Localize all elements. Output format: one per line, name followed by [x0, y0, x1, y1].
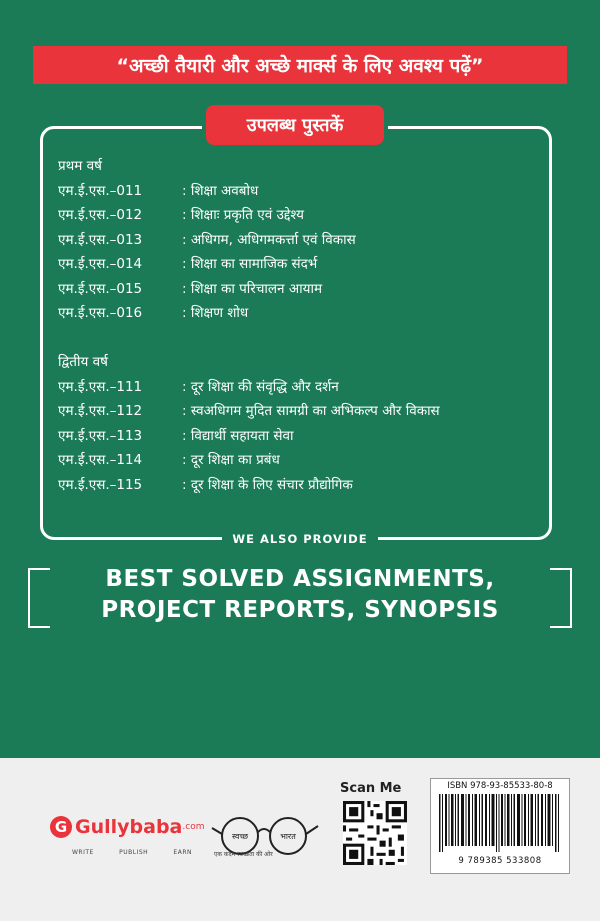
book-row [58, 448, 440, 473]
books-title: उपलब्ध पुस्तकें [206, 105, 384, 145]
swachh-right-text: भारत [280, 832, 296, 841]
book-title: : दूर शिक्षा की संवृद्धि और दर्शन [182, 378, 339, 395]
book-title: : शिक्षण शोध [182, 305, 249, 321]
book-title: : दूर शिक्षा का प्रबंध [182, 452, 280, 468]
book-row [58, 424, 440, 449]
book-title: : शिक्षा अवबोध [182, 182, 259, 199]
book-code: एम.ई.एस.–012 [58, 207, 143, 223]
book-row [58, 399, 440, 424]
tag-write: WRITE [72, 849, 94, 856]
first-year-list [58, 154, 356, 326]
book-row [58, 473, 440, 498]
book-title: : अधिगम, अधिगमकर्त्ता एवं विकास [182, 231, 356, 248]
second-year-list [58, 350, 440, 497]
isbn-text: ISBN 978-93-85533-80-8 [447, 781, 553, 791]
tag-earn: EARN [173, 849, 192, 856]
book-code: एम.ई.एस.–013 [58, 231, 143, 248]
book-code: एम.ई.एस.–015 [58, 280, 143, 297]
book-title: : शिक्षा का परिचालन आयाम [182, 280, 323, 297]
book-title: : दूर शिक्षा के लिए संचार प्रौद्योगिक [182, 476, 353, 493]
book-code: एम.ई.एस.–111 [58, 378, 143, 395]
book-code: एम.ई.एस.–014 [58, 256, 143, 272]
book-title: : शिक्षाः प्रकृति एवं उद्देश्य [182, 207, 305, 223]
provide-line-2: PROJECT REPORTS, SYNOPSIS [101, 597, 499, 623]
qr-code-icon[interactable] [343, 801, 407, 865]
book-title: : स्वअधिगम मुदित सामग्री का अभिकल्प और विकास [182, 403, 440, 419]
book-code: एम.ई.एस.–016 [58, 305, 143, 321]
first-year-heading: प्रथम वर्ष [58, 158, 102, 174]
book-code: एम.ई.एस.–112 [58, 403, 143, 419]
provide-label [58, 532, 542, 554]
book-row [58, 203, 356, 228]
isbn-barcode [430, 778, 570, 874]
book-title: : शिक्षा का सामाजिक संदर्भ [182, 256, 318, 272]
provide-line-1: BEST SOLVED ASSIGNMENTS, [105, 566, 495, 592]
book-code: एम.ई.एस.–115 [58, 476, 143, 493]
swachh-tagline: एक कदम स्वच्छता की ओर [214, 851, 273, 858]
second-year-heading: द्वितीय वर्ष [58, 354, 108, 370]
book-row [58, 301, 356, 326]
book-code: एम.ई.एस.–113 [58, 427, 143, 444]
logo-tagline [72, 849, 192, 856]
tag-publish: PUBLISH [119, 849, 149, 856]
barcode-number: 9 789385 533808 [458, 856, 542, 866]
book-row [58, 252, 356, 277]
scan-label: Scan Me [340, 781, 402, 796]
swachh-left-text: स्वच्छ [231, 832, 249, 841]
barcode-icon [439, 794, 561, 852]
book-code: एम.ई.एस.–011 [58, 182, 143, 199]
logo-suffix: .com [182, 822, 205, 832]
book-row [58, 375, 440, 400]
top-banner: “अच्छी तैयारी और अच्छे मार्क्स के लिए अवश्य पढ़ें” [33, 46, 567, 84]
book-row [58, 179, 356, 204]
g-logo-icon: G [50, 816, 72, 838]
logo-name: Gullybaba [75, 816, 183, 838]
book-row [58, 228, 356, 253]
provide-label-text: WE ALSO PROVIDE [222, 532, 377, 546]
book-title: : विद्यार्थी सहायता सेवा [182, 427, 294, 444]
book-code: एम.ई.एस.–114 [58, 452, 143, 468]
gullybaba-logo [50, 816, 204, 838]
book-row [58, 277, 356, 302]
